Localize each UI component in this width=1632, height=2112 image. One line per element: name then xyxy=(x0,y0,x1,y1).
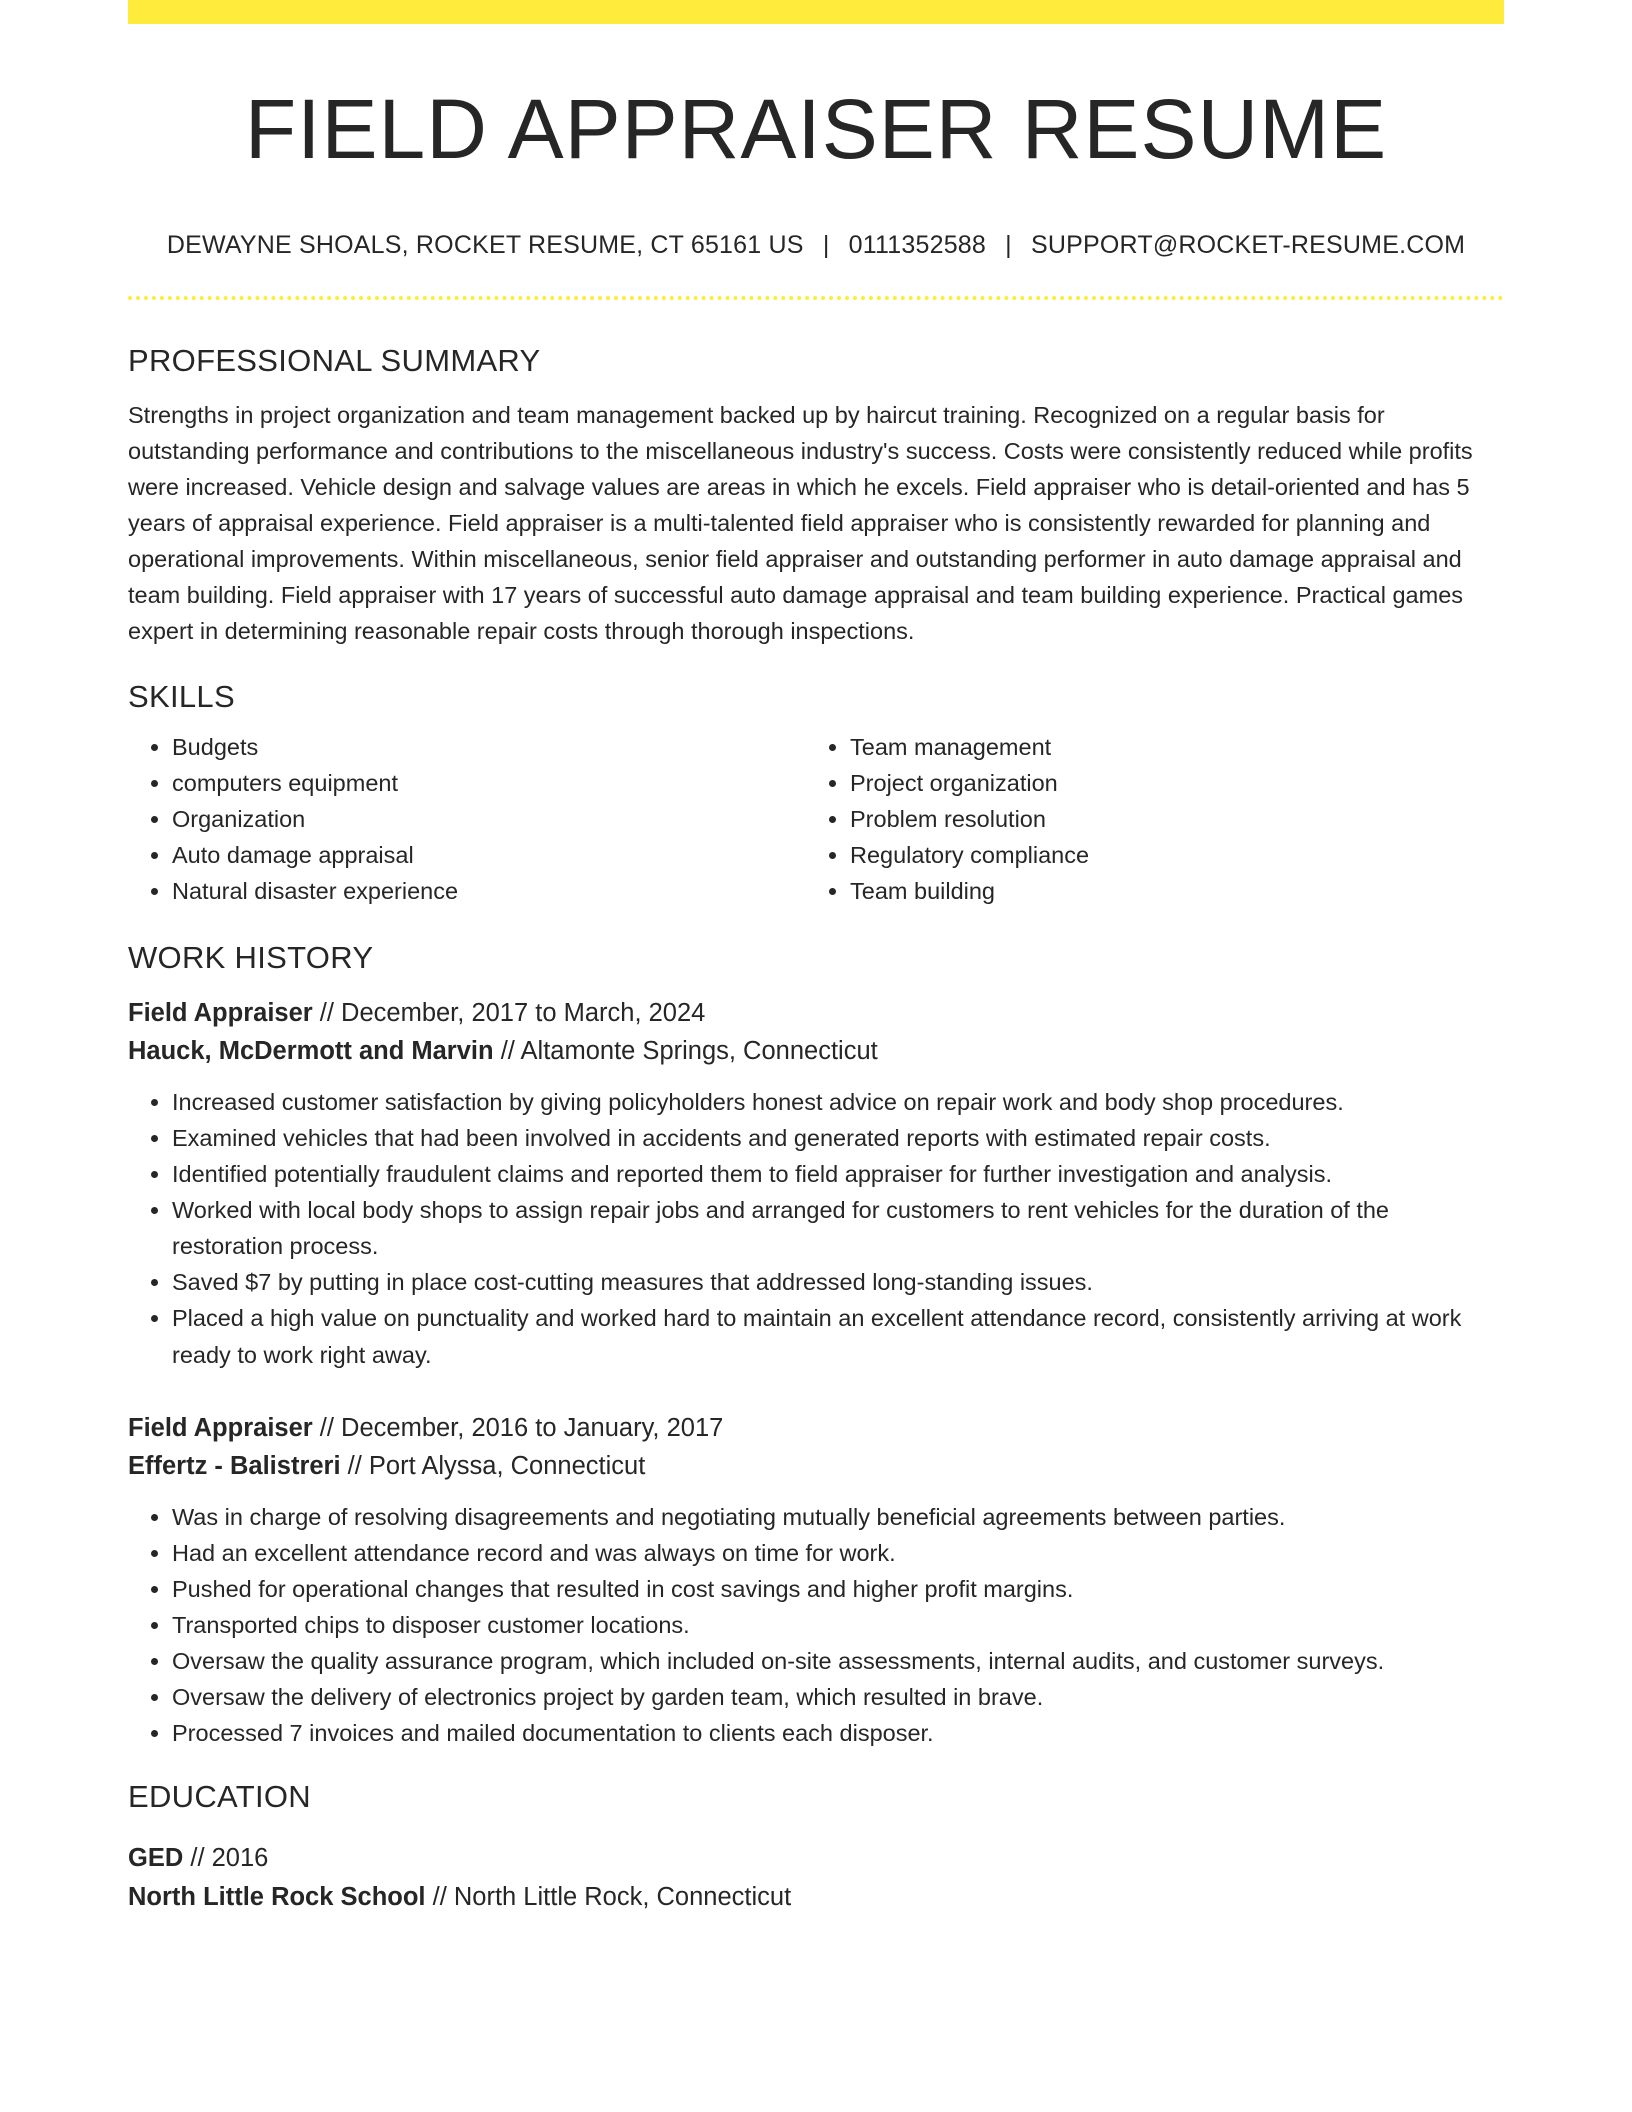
job-bullets xyxy=(128,1084,1504,1374)
skills-list-left xyxy=(128,729,806,909)
contact-separator: | xyxy=(1005,230,1012,259)
job-company-line xyxy=(128,1447,1504,1485)
job-bullet: • Worked with local body shops to assign repair jobs and arranged for customers to rent vehicles for the duration of the restoration process. xyxy=(172,1192,1504,1264)
skill-item: • Budgets xyxy=(172,729,806,765)
work-history-heading: WORK HISTORY xyxy=(128,940,374,976)
skills-columns xyxy=(128,729,1504,909)
job-bullet: • Placed a high value on punctuality and worked hard to maintain an excellent attendance record, consistently arriving at work ready to work right away. xyxy=(172,1300,1504,1374)
job-bullet: • Had an excellent attendance record and was always on time for work. xyxy=(172,1535,1504,1571)
job-bullets xyxy=(128,1499,1504,1752)
job-bullet: • Transported chips to disposer customer locations. xyxy=(172,1607,1504,1643)
education-degree-line xyxy=(128,1839,1504,1878)
summary-text: Strengths in project organization and team management backed up by haircut training. Recognized on a regular basis for outstanding performance and contributions to the miscellaneous industry's success. Costs were consistently reduced while profits were increased. Vehicle design and salvage values are areas in which he excels. Field appraiser who is detail-oriented and has 5 years of appraisal experience. Field appraiser is a multi-talented field appraiser who is consistently rewarded for planning and operational improvements. Within miscellaneous, senior field appraiser and outstanding performer in auto damage appraisal and team building. Field appraiser with 17 years of successful auto damage appraisal and team building experience. Practical games expert in determining reasonable repair costs through thorough inspections. xyxy=(128,401,1473,644)
job-location: // Port Alyssa, Connecticut xyxy=(347,1452,646,1481)
job-title: Field Appraiser xyxy=(128,1414,313,1443)
job-bullet: • Processed 7 invoices and mailed documentation to clients each disposer. xyxy=(172,1715,1504,1752)
job-bullet: • Identified potentially fraudulent claims and reported them to field appraiser for further investigation and analysis. xyxy=(172,1156,1504,1192)
contact-name-address: DEWAYNE SHOALS, ROCKET RESUME, CT 65161 US xyxy=(166,230,804,259)
job-company-line xyxy=(128,1032,1504,1070)
resume-title: FIELD APPRAISER RESUME xyxy=(244,82,1388,176)
resume-page xyxy=(128,0,1504,1917)
skill-item: • Natural disaster experience xyxy=(172,873,806,909)
job-bullet: • Was in charge of resolving disagreements and negotiating mutually beneficial agreements between parties. xyxy=(172,1499,1504,1535)
skill-item: • Regulatory compliance xyxy=(850,837,1470,873)
skill-item: • Organization xyxy=(172,801,806,837)
education-location: // North Little Rock, Connecticut xyxy=(432,1882,792,1911)
contact-line xyxy=(128,230,1504,260)
skills-list-right xyxy=(806,729,1470,909)
skill-item: • Problem resolution xyxy=(850,801,1470,837)
job-bullet: • Oversaw the delivery of electronics project by garden team, which resulted in brave. xyxy=(172,1679,1504,1715)
contact-phone: 0111352588 xyxy=(848,230,986,259)
job-title: Field Appraiser xyxy=(128,999,313,1028)
dotted-divider xyxy=(128,296,1504,300)
job-dates: // December, 2016 to January, 2017 xyxy=(319,1414,724,1443)
job-title-line xyxy=(128,994,1504,1032)
contact-email: SUPPORT@ROCKET-RESUME.COM xyxy=(1031,230,1466,259)
job-bullet: • Examined vehicles that had been involved in accidents and generated reports with estimated repair costs. xyxy=(172,1120,1504,1156)
job-bullet: • Saved $7 by putting in place cost-cutting measures that addressed long-standing issues. xyxy=(172,1264,1504,1300)
education-school-line xyxy=(128,1878,1504,1917)
accent-top-bar xyxy=(128,0,1504,24)
skills-heading: SKILLS xyxy=(128,678,235,714)
job-dates: // December, 2017 to March, 2024 xyxy=(319,999,706,1028)
summary-heading: PROFESSIONAL SUMMARY xyxy=(128,342,541,378)
job-bullet: • Increased customer satisfaction by giving policyholders honest advice on repair work and body shop procedures. xyxy=(172,1084,1504,1120)
skill-item: • computers equipment xyxy=(172,765,806,801)
education-year: // 2016 xyxy=(190,1843,269,1872)
education-heading: EDUCATION xyxy=(128,1779,311,1815)
job-bullet: • Pushed for operational changes that resulted in cost savings and higher profit margins. xyxy=(172,1571,1504,1607)
job-bullet: • Oversaw the quality assurance program, which included on-site assessments, internal audits, and customer surveys. xyxy=(172,1643,1504,1679)
education-school: North Little Rock School xyxy=(128,1882,426,1911)
skill-item: • Team building xyxy=(850,873,1470,909)
job-location: // Altamonte Springs, Connecticut xyxy=(500,1037,878,1066)
job-title-line xyxy=(128,1409,1504,1447)
skill-item: • Team management xyxy=(850,729,1470,765)
education-degree: GED xyxy=(128,1843,184,1872)
skill-item: • Auto damage appraisal xyxy=(172,837,806,873)
contact-separator: | xyxy=(822,230,830,259)
job-company: Effertz - Balistreri xyxy=(128,1452,341,1481)
skill-item: • Project organization xyxy=(850,765,1470,801)
job-company: Hauck, McDermott and Marvin xyxy=(128,1037,494,1066)
